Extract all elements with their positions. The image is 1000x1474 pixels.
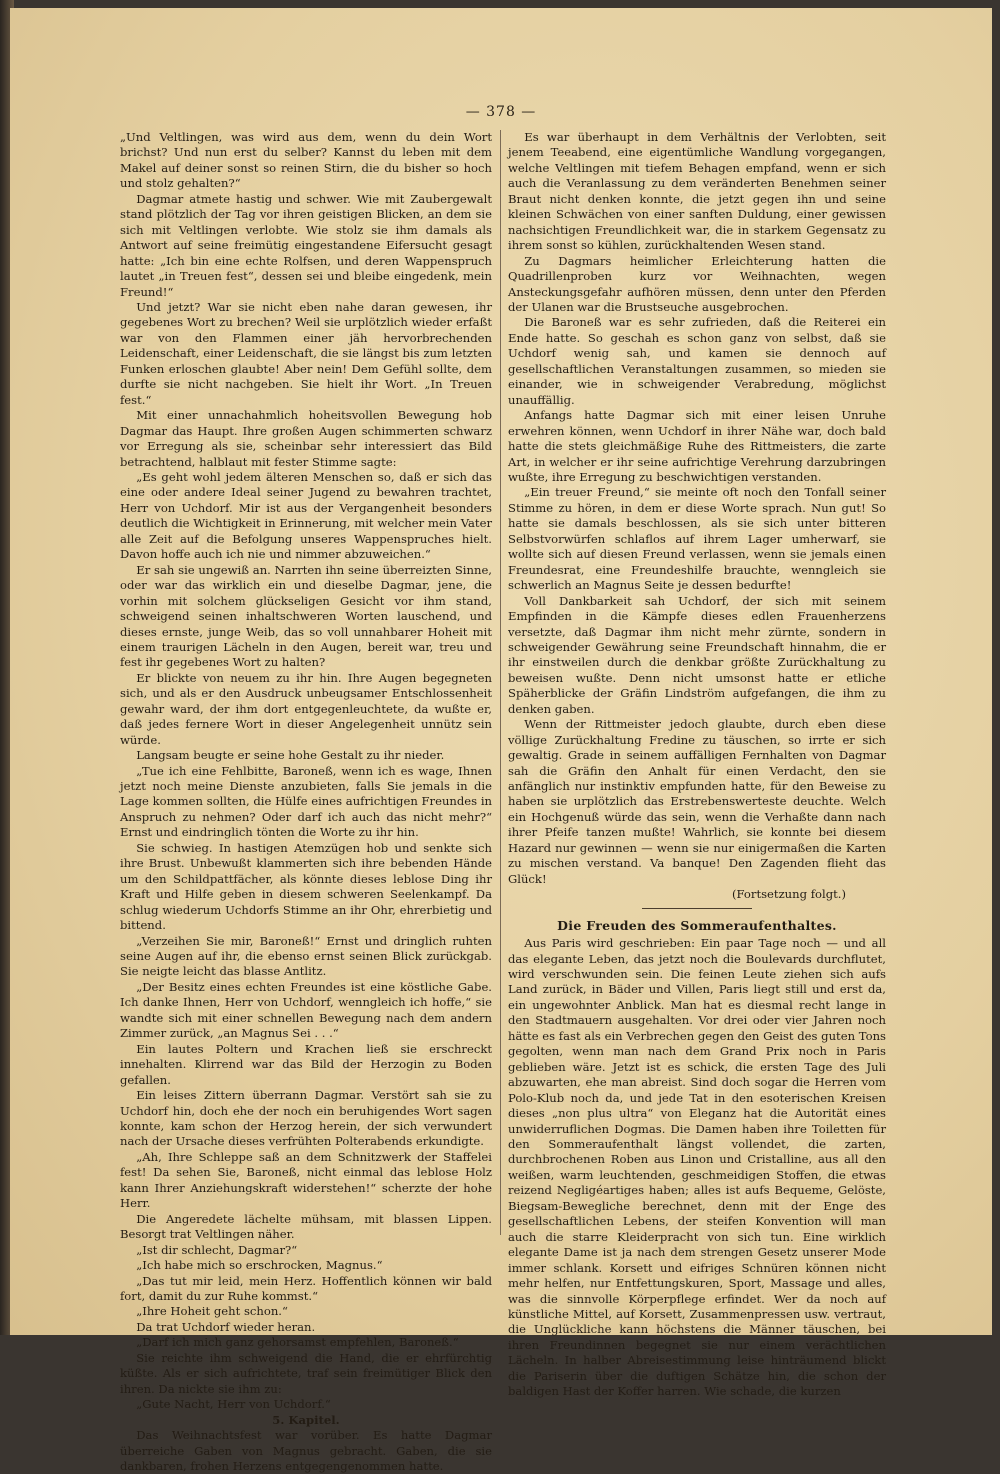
paragraph: Die Angeredete lächelte mühsam, mit blassen Lippen. Besorgt trat Veltlingen näher. xyxy=(120,1211,492,1242)
paragraph: Es war überhaupt in dem Verhältnis der Verlobten, seit jenem Teeabend, eine eigentümliche Wandlung vorgegangen, welche Veltlingen mit tiefem Behagen empfand, wenn er sich auch die Veranlassung zu dem veränderten Benehmen seiner Braut nicht denken konnte, die jetzt gegen ihn und seine kleinen Schwächen von einer sanften Duldung, einer gewissen nachsichtigen Freundlichkeit war, die in starkem Gegensatz zu ihrem sonst so kühlen, zurückhaltenden Wesen stand. xyxy=(508,130,886,253)
column-divider xyxy=(500,130,501,1235)
paragraph: Ein leises Zittern überrann Dagmar. Verstört sah sie zu Uchdorf hin, doch ehe der noch ein beruhigendes Wort sagen konnte, kam schon der Herzog herein, der sich verwundert nach der Ursache dieses verfrühten Polterabends erkundigte. xyxy=(120,1088,492,1149)
paragraph: „Ihre Hoheit geht schon.“ xyxy=(136,1304,288,1319)
paragraph: Wenn der Rittmeister jedoch glaubte, durch eben diese völlige Zurückhaltung Fredine zu täuschen, so irrte er sich gewaltig. Grade in seinem auffälligen Fernhalten von Dagmar sah die Gräfin den Anhalt für einen Verdacht, den sie anfänglich nur instinktiv empfunden hatte, für den Beweise zu haben sie urplötzlich das Erstrebenswerteste deuchte. Welch ein Hochgenuß würde das sein, wenn die Verhaßte dann nach ihrer Pfeife tanzen mußte! Wahrlich, sie konnte bei diesem Hazard nur gewinnen — wenn sie nur einigermaßen die Karten zu mischen verstand. Va banque! Den Zagenden flieht das Glück! xyxy=(508,717,886,886)
left-column xyxy=(120,130,492,1473)
paragraph: „Und Veltlingen, was wird aus dem, wenn du dein Wort brichst? Und nun erst du selber? Kannst du leben mit dem Makel auf deiner sonst so reinen Stirn, die du bisher so hoch und stolz gehalten?“ xyxy=(120,130,492,191)
section-separator xyxy=(642,908,752,909)
article-title: Die Freuden des Sommeraufenthaltes. xyxy=(557,917,837,933)
right-column xyxy=(508,130,886,1399)
paragraph: „Der Besitz eines echten Freundes ist eine köstliche Gabe. Ich danke Ihnen, Herr von Uchdorf, wenngleich ich hoffe,“ sie wandte sich mit einer schnellen Bewegung nach dem andern Zimmer zurück, „an Magnus Sei . . .“ xyxy=(120,979,492,1041)
paragraph: Da trat Uchdorf wieder heran. xyxy=(136,1319,316,1334)
paragraph: Langsam beugte er seine hohe Gestalt zu ihr nieder. xyxy=(136,748,445,763)
paragraph: Sie reichte ihm schweigend die Hand, die er ehrfürchtig küßte. Als er sich aufrichtete, traf sein freimütiger Blick den ihren. Da nickte sie ihm zu: xyxy=(120,1350,492,1396)
continuation-note: (Fortsetzung folgt.) xyxy=(731,887,846,902)
newspaper-page xyxy=(10,8,992,1473)
paragraph: Dagmar atmete hastig und schwer. Wie mit Zaubergewalt stand plötzlich der Tag vor ihren geistigen Blicken, an dem sie sich mit Veltlingen verlobte. Wie stolz sie ihm damals als Antwort auf seine freimütig eingestandene Eifersucht gesagt hatte: „Ich bin eine echte Rolfsen, und deren Wappenspruch lautet „in Treuen fest“, dessen sei und bleibe eingedenk, mein Freund!“ xyxy=(120,191,492,299)
paragraph: „Darf ich mich ganz gehorsamst empfehlen, Baroneß.“ xyxy=(136,1335,459,1350)
paragraph: Sie schwieg. In hastigen Atemzügen hob und senkte sich ihre Brust. Unbewußt klammerten sich ihre bebenden Hände um den Schildpattfächer, als könnte dieses leblose Ding ihr Kraft und Hilfe geben in diesem schweren Seelenkampf. Da schlug wiederum Uchdorfs Stimme an ihr Ohr, ehrerbietig und bittend. xyxy=(120,840,492,933)
paragraph: „Ein treuer Freund,“ sie meinte oft noch den Tonfall seiner Stimme zu hören, in dem er diese Worte sprach. Nun gut! So hatte sie damals beschlossen, als sie sich unter bitteren Selbstvorwürfen schlaflos auf ihrem Lager umherwarf, sie wollte sich auf diesen Freund verlassen, wenn sie jemals einen Freundesrat, eine Freundeshilfe brauchte, wenngleich sie schwerlich an Magnus Seite je dessen bedurfte! xyxy=(508,485,886,593)
paragraph: „Verzeihen Sie mir, Baroneß!“ Ernst und dringlich ruhten seine Augen auf ihr, die ebenso ernst seinen Blick zurückgab. Sie neigte leicht das blasse Antlitz. xyxy=(120,933,492,979)
paragraph: Er blickte von neuem zu ihr hin. Ihre Augen begegneten sich, und als er den Ausdruck unbeugsamer Entschlossenheit gewahr ward, der ihm dort entgegenleuchtete, da wußte er, daß jedes fernere Wort in dieser Angelegenheit unnütz sein würde. xyxy=(120,670,492,747)
paragraph: Und jetzt? War sie nicht eben nahe daran gewesen, ihr gegebenes Wort zu brechen? Weil sie urplötzlich wieder erfaßt war von den Flammen einer jäh hervorbrechenden Leidenschaft, einer Leidenschaft, die sie längst bis zum letzten Funken erloschen glaubte! Aber nein! Dem Gefühl sollte, dem durfte sie nicht nachgeben. Sie hielt ihr Wort. „In Treuen fest.“ xyxy=(120,299,492,407)
paragraph: Voll Dankbarkeit sah Uchdorf, der sich mit seinem Empfinden in die Kämpfe dieses edlen Frauenherzens versetzte, daß Dagmar ihm nicht mehr zürnte, sondern in schweigender Gewährung seine Freundschaft hinnahm, die er ihr einstweilen durch die denkbar größte Zurückhaltung zu beweisen wußte. Denn nicht umsonst hatte er etliche Späherblicke der Gräfin Lindström aufgefangen, die ihm zu denken gaben. xyxy=(508,593,886,716)
page-number: — 378 — xyxy=(465,104,537,120)
paragraph: Er sah sie ungewiß an. Narrten ihn seine überreizten Sinne, oder war das wirklich ein und dieselbe Dagmar, jene, die vorhin mit solchem glückseligen Gesicht vor ihm stand, schweigend seinen inhaltschweren Worten lauschend, und dieses ernste, junge Weib, das so voll unnahbarer Hoheit mit einem traurigen Lächeln in den Augen, bereit war, treu und fest ihr gegebenes Wort zu halten? xyxy=(120,562,492,670)
paragraph: „Ist dir schlecht, Dagmar?“ xyxy=(136,1242,298,1257)
paragraph: Anfangs hatte Dagmar sich mit einer leisen Unruhe erwehren können, wenn Uchdorf in ihrer Nähe war, doch bald hatte die stets gleichmäßige Ruhe des Rittmeisters, die zarte Art, in welcher er ihr seine aufrichtige Verehrung darzubringen wußte, ihre Erregung zu beschwichtigen verstanden. xyxy=(508,408,886,484)
paragraph: Zu Dagmars heimlicher Erleichterung hatten die Quadrillenproben kurz vor Weihnachten, wegen Ansteckungsgefahr aufhören müssen, denn unter den Pferden der Ulanen war die Brustseuche ausgebrochen. xyxy=(508,253,886,314)
paragraph: Aus Paris wird geschrieben: Ein paar Tage noch — und all das elegante Leben, das jetzt noch die Boulevards durchflutet, wird verschwunden sein. Die feinen Leute ziehen sich aufs Land zurück, in Bäder und Villen, Paris liegt still und erst da, ein ungewohnter Anblick. Man hat es diesmal recht lange in den Stadtmauern ausgehalten. Vor drei oder vier Jahren noch hätte es fast als ein Verbrechen gegen den Geist des guten Tons gegolten, wenn man nach dem Grand Prix noch in Paris geblieben wäre. Jetzt ist es schick, die ersten Tage des Juli abzuwarten, ehe man abreist. Sind doch sogar die Herren vom Polo-Klub noch da, und jede Tat in den esoterischen Kreisen dieses „non plus ultra“ von Eleganz hat die Autorität eines unwiderruflichen Dogmas. Die Damen haben ihre Toiletten für den Sommeraufenthalt längst vollendet, die zarten, durchbrochenen Roben aus Linon und Cristalline, aus all den weißen, warm leuchtenden, geschmeidigen Stoffen, die etwas reizend Negligéartiges haben; alles ist aufs Bequeme, Gelöste, Biegsam-Bewegliche berechnet, denn mit der Enge des gesellschaftlichen Lebens, der steifen Konvention will man auch die starre Kleiderpracht von sich tun. Eine wirklich elegante Dame ist ja nach dem strengen Gesetz unserer Mode immer schlank. Korsett und eifriges Schnüren können nicht mehr helfen, nur Entfettungskuren, Sport, Massage und alles, was die sinnvolle Körperpflege erfindet. Wer da noch auf künstliche Mittel, auf Korsett, Zusammenpressen usw. vertraut, die Unglückliche kann höchstens die Männer täuschen, bei ihren Freundinnen begegnet sie nur einem verächtlichen Lächeln. In halber Abreisestimmung leise hinträumend blickt die Pariserin über die duftigen Schätze hin, die schon der baldigen Hast der Koffer harren. Wie schade, die kurzen xyxy=(508,936,886,1399)
paragraph: Das Weihnachtsfest war vorüber. Es hatte Dagmar überreiche Gaben von Magnus gebracht. Gaben, die sie dankbaren, frohen Herzens entgegengenommen hatte. xyxy=(120,1428,492,1473)
paragraph: „Gute Nacht, Herr von Uchdorf.“ xyxy=(136,1397,331,1412)
paragraph: „Das tut mir leid, mein Herz. Hoffentlich können wir bald fort, damit du zur Ruhe kommst.“ xyxy=(120,1273,492,1303)
chapter-heading: 5. Kapitel. xyxy=(272,1412,340,1427)
paragraph: Die Baroneß war es sehr zufrieden, daß die Reiterei ein Ende hatte. So geschah es schon ganz von selbst, daß sie Uchdorf wenig sah, und kamen sie dennoch auf gesellschaftlichen Veranstaltungen zusammen, so mieden sie einander, wie in schweigender Verabredung, möglichst unauffällig. xyxy=(508,315,886,407)
paragraph: „Ah, Ihre Schleppe saß an dem Schnitzwerk der Staffelei fest! Da sehen Sie, Baroneß, nicht einmal das leblose Holz kann Ihrer Anziehungskraft widerstehen!“ scherzte der hohe Herr. xyxy=(120,1149,492,1211)
paragraph: „Es geht wohl jedem älteren Menschen so, daß er sich das eine oder andere Ideal seiner Jugend zu bewahren trachtet, Herr von Uchdorf. Mir ist aus der Vergangenheit besonders deutlich die Wichtigkeit in Erinnerung, mit welcher mein Vater alle Zeit auf die Befolgung unseres Wappenspruches hielt. Davon hoffe auch ich nie und nimmer abzuweichen.“ xyxy=(120,469,492,562)
paragraph: „Ich habe mich so erschrocken, Magnus.“ xyxy=(136,1258,383,1273)
paragraph: Ein lautes Poltern und Krachen ließ sie erschreckt innehalten. Klirrend war das Bild der Herzogin zu Boden gefallen. xyxy=(120,1041,492,1087)
paragraph: Mit einer unnachahmlich hoheitsvollen Bewegung hob Dagmar das Haupt. Ihre großen Augen schimmerten schwarz vor Erregung als sie, scheinbar sehr interessiert das Bild betrachtend, halblaut mit fester Stimme sagte: xyxy=(120,408,492,469)
paragraph: „Tue ich eine Fehlbitte, Baroneß, wenn ich es wage, Ihnen jetzt noch meine Dienste anzubieten, falls Sie jemals in die Lage kommen sollten, die Hülfe eines aufrichtigen Freundes in Anspruch zu nehmen? Oder darf ich auch das nicht mehr?“ Ernst und eindringlich tönten die Worte zu ihr hin. xyxy=(120,763,492,840)
